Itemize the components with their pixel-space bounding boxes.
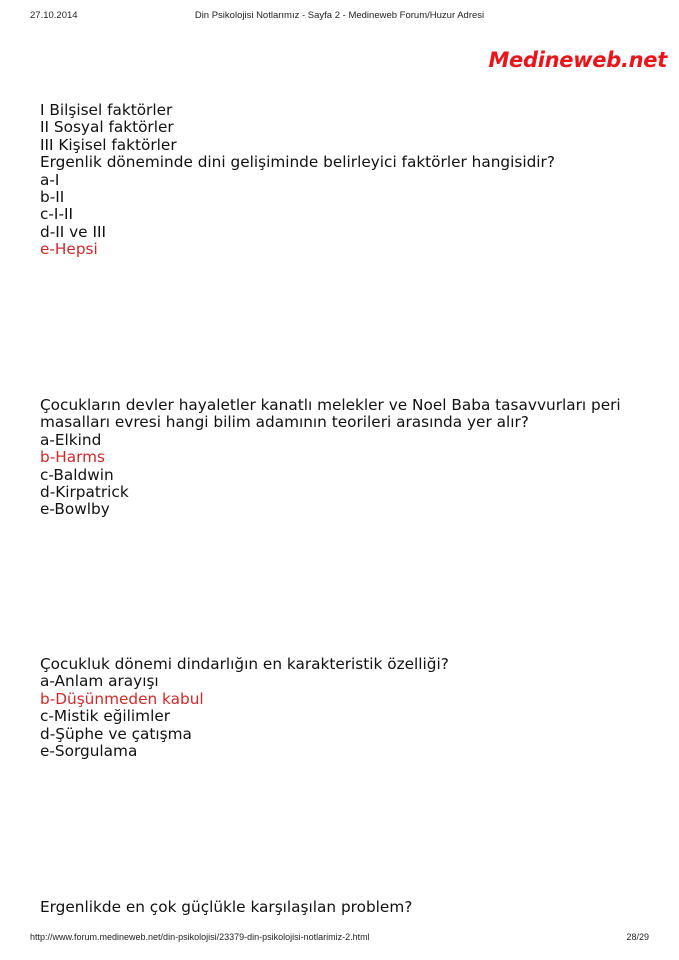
premise: III Kişisel faktörler — [40, 135, 177, 154]
question-text: masalları evresi hangi bilim adamının teorileri arasında yer alır? — [40, 413, 529, 432]
correct-option: b-Harms — [40, 448, 105, 467]
option: e-Bowlby — [40, 500, 110, 519]
correct-option: b-Düşünmeden kabul — [40, 689, 204, 708]
question-text: Ergenlik döneminde dini gelişiminde belirleyici faktörler hangisidir? — [40, 153, 555, 172]
question-text: Ergenlikde en çok güçlükle karşılaşılan problem? — [40, 898, 413, 916]
question-3 — [40, 656, 640, 760]
print-page-title: Din Psikolojisi Notlarımız - Sayfa 2 - Medineweb Forum/Huzur Adresi — [194, 10, 485, 21]
option: b-II — [40, 188, 65, 207]
question-4 — [40, 899, 640, 916]
medineweb-logo: Medineweb.net — [488, 48, 667, 72]
option: d-Şüphe ve çatışma — [40, 724, 192, 743]
option: d-Kirpatrick — [40, 483, 129, 502]
premise: II Sosyal faktörler — [40, 118, 174, 137]
option: a-Elkind — [40, 430, 102, 449]
page-number: 28/29 — [626, 932, 649, 942]
correct-option: e-Hepsi — [40, 240, 98, 259]
option: c-Baldwin — [40, 465, 114, 484]
premise: I Bilşisel faktörler — [40, 101, 173, 119]
option: e-Sorgulama — [40, 742, 138, 761]
option: d-II ve III — [40, 222, 106, 241]
question-1 — [40, 102, 640, 259]
option: a-I — [40, 170, 60, 189]
source-url[interactable]: http://www.forum.medineweb.net/din-psikolojisi/23379-din-psikolojisi-notlarimiz-2.html — [30, 932, 370, 942]
option: c-Mistik eğilimler — [40, 707, 171, 726]
question-2 — [40, 397, 640, 519]
question-text: Çocukluk dönemi dindarlığın en karakteristik özelliği? — [40, 655, 449, 673]
print-date: 27.10.2014 — [30, 10, 78, 21]
option: c-I-II — [40, 205, 73, 224]
option: a-Anlam arayışı — [40, 672, 159, 691]
question-text: Çocukların devler hayaletler kanatlı melekler ve Noel Baba tasavvurları peri — [40, 396, 621, 414]
